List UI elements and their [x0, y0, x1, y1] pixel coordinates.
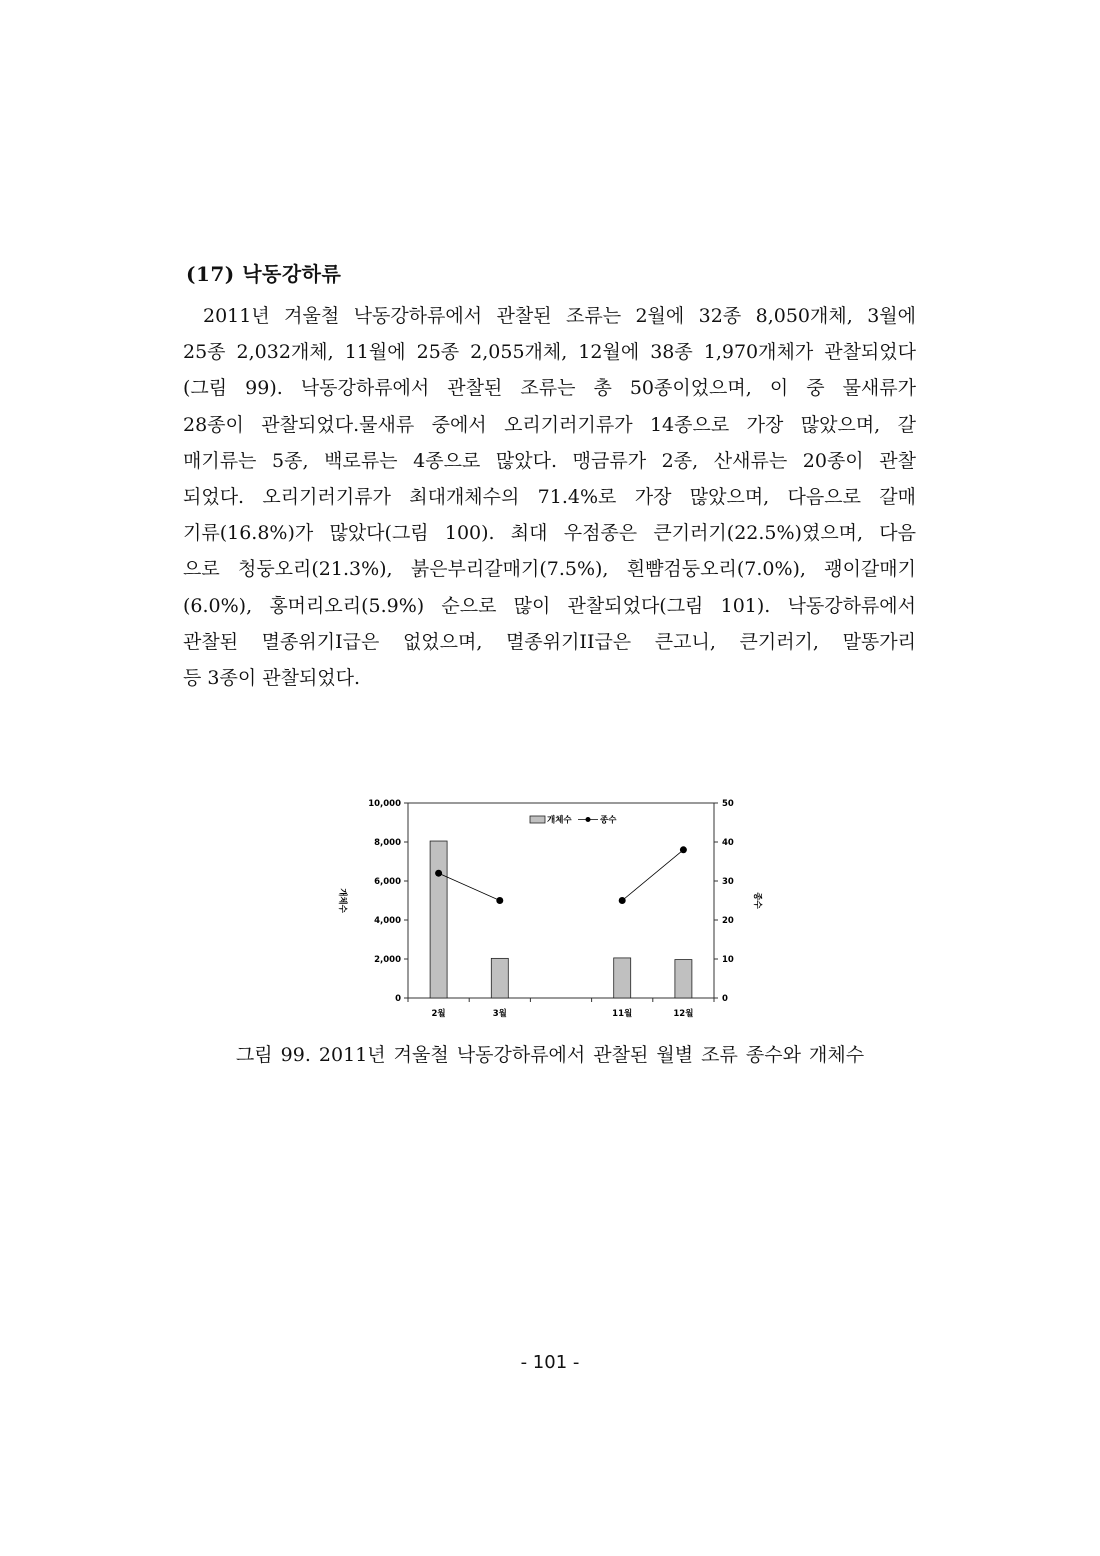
x-tick-label: 2월 [431, 1009, 446, 1019]
line-segment-종수 [439, 873, 500, 900]
x-tick-label: 12월 [673, 1009, 694, 1019]
paragraph-line: 으로 청둥오리(21.3%), 붉은부리갈매기(7.5%), 흰뺨검둥오리(7.0%), 괭이갈매기 [183, 558, 916, 581]
paragraph-line: 매기류는 5종, 백로류는 4종으로 많았다. 맹금류가 2종, 산새류는 20종이 관찰 [183, 449, 916, 472]
y2-tick-label: 10 [722, 955, 734, 965]
paragraph-line: 기류(16.8%)가 많았다(그림 100). 최대 우점종은 큰기러기(22.5%)였으며, 다음 [183, 522, 916, 545]
body-paragraph [183, 298, 916, 696]
y-tick-label: 0 [395, 994, 401, 1004]
x-tick-label: 11월 [612, 1009, 633, 1019]
y-tick-label: 6,000 [374, 877, 401, 887]
bar-개체수 [491, 958, 508, 998]
y-tick-label: 10,000 [368, 799, 401, 809]
legend-swatch-point [586, 817, 591, 822]
y-tick-label: 4,000 [374, 916, 401, 926]
x-tick-label: 3월 [492, 1009, 507, 1019]
paragraph-line: 2011년 겨울철 낙동강하류에서 관찰된 조류는 2월에 32종 8,050개체, 3월에 [203, 305, 916, 327]
page-number: - 101 - [520, 1352, 580, 1373]
point-종수 [619, 897, 626, 904]
bar-개체수 [430, 841, 447, 998]
y2-tick-label: 0 [722, 994, 728, 1004]
paragraph-line: 되었다. 오리기러기류가 최대개체수의 71.4%로 가장 많았으며, 다음으로 갈매 [183, 486, 916, 509]
y2-tick-label: 30 [722, 877, 734, 887]
paragraph-line: 관찰된 멸종위기I급은 없었으며, 멸종위기II급은 큰고니, 큰기러기, 말똥가리 [183, 630, 916, 653]
paragraph-line: 28종이 관찰되었다.물새류 중에서 오리기러기류가 14종으로 가장 많았으며, 갈 [183, 413, 916, 436]
line-segment-종수 [622, 850, 683, 901]
legend-label: 개체수 [547, 815, 572, 826]
figure-caption: 그림 99. 2011년 겨울철 낙동강하류에서 관찰된 월별 조류 종수와 개체수 [235, 1044, 865, 1066]
y2-tick-label: 50 [722, 799, 734, 809]
paragraph-line: 등 3종이 관찰되었다. [183, 667, 361, 690]
plot-frame [408, 803, 714, 998]
paragraph-line: (그림 99). 낙동강하류에서 관찰된 조류는 총 50종이었으며, 이 중 물새류가 [183, 377, 916, 400]
bar-개체수 [675, 960, 692, 998]
y2-tick-label: 40 [722, 838, 734, 848]
paragraph-line: 25종 2,032개체, 11월에 25종 2,055개체, 12월에 38종 1,970개체가 관찰되었다 [183, 341, 916, 364]
legend-swatch-bar [530, 816, 545, 823]
chart-svg [330, 790, 770, 1025]
y-tick-label: 2,000 [374, 955, 401, 965]
y-axis-title: 개체수 [337, 888, 347, 913]
point-종수 [496, 897, 503, 904]
paragraph-line: (6.0%), 홍머리오리(5.9%) 순으로 많이 관찰되었다(그림 101). 낙동강하류에서 [183, 594, 916, 617]
point-종수 [680, 846, 687, 853]
figure-chart [330, 790, 770, 1025]
point-종수 [435, 870, 442, 877]
y-tick-label: 8,000 [374, 838, 401, 848]
legend-label: 종수 [600, 815, 617, 826]
section-heading: (17) 낙동강하류 [186, 262, 342, 286]
y2-tick-label: 20 [722, 916, 734, 926]
y2-axis-title: 종수 [752, 892, 762, 909]
bar-개체수 [614, 958, 631, 998]
